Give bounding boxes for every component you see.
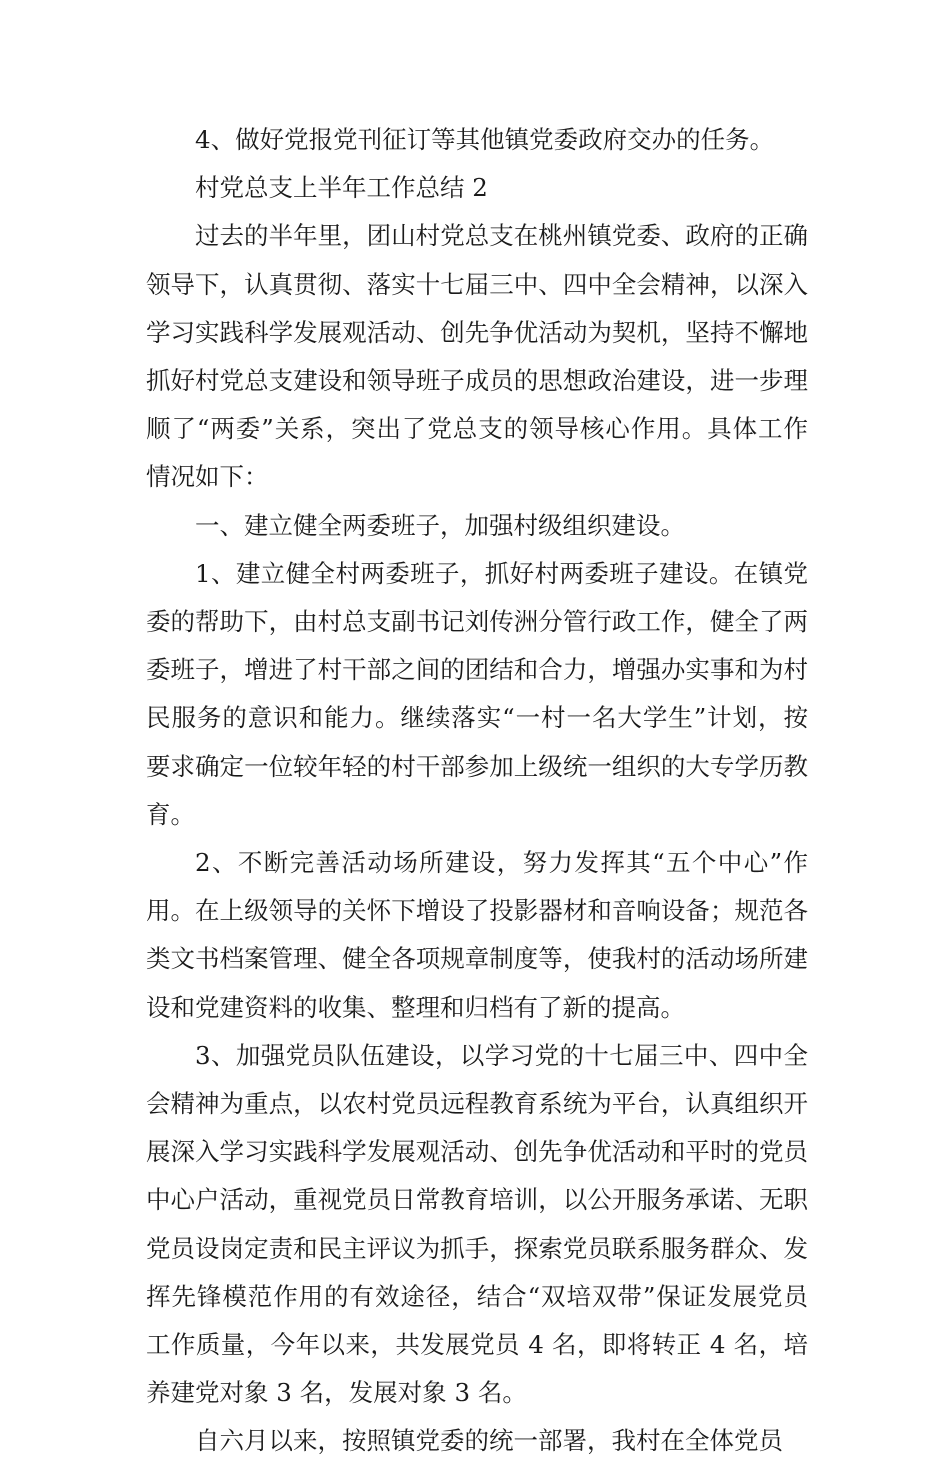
paragraph-task-4: 4、做好党报党刊征订等其他镇党委政府交办的任务。 — [195, 125, 775, 154]
paragraph-continuation: 自六月以来，按照镇党委的统一部署，我村在全体党员 — [195, 1426, 783, 1456]
paragraph-item-3: 3、加强党员队伍建设，以学习党的十七届三中、四中全会精神为重点，以农村党员远程教育系统为平台，认真组织开展深入学习实践科学发展观活动、创先争优活动和平时的党员中心户活动，重视党员日常教育培训，以公开服务承诺、无职党员设岗定责和民主评议为抓手，探索党员联系服务群众、发挥先锋模范作用的有效途径，结合“双培双带”保证发展党员工作质量，今年以来，共发展党员 4 名，即将转正 4 名，培养建党对象 3 名，发展对象 3 名。 — [146, 1040, 808, 1408]
document-page — [146, 116, 808, 1466]
paragraph-item-2: 2、不断完善活动场所建设，努力发挥其“五个中心”作用。在上级领导的关怀下增设了投影器材和音响设备；规范各类文书档案管理、健全各项规章制度等，使我村的活动场所建设和党建资料的收集、整理和归档有了新的提高。 — [146, 848, 808, 1022]
section-title: 村党总支上半年工作总结 2 — [195, 173, 488, 203]
paragraph-intro: 过去的半年里，团山村党总支在桃州镇党委、政府的正确领导下，认真贯彻、落实十七届三中、四中全会精神，以深入学习实践科学发展观活动、创先争优活动为契机，坚持不懈地抓好村党总支建设和领导班子成员的思想政治建设，进一步理顺了“两委”关系，突出了党总支的领导核心作用。具体工作情况如下： — [146, 221, 808, 492]
section-heading-1: 一、建立健全两委班子，加强村级组织建设。 — [195, 510, 685, 540]
paragraph-item-1: 1、建立健全村两委班子，抓好村两委班子建设。在镇党委的帮助下，由村总支副书记刘传洲分管行政工作，健全了两委班子，增进了村干部之间的团结和合力，增强办实事和为村民服务的意识和能力。继续落实“一村一名大学生”计划，按要求确定一位较年轻的村干部参加上级统一组织的大专学历教育。 — [146, 558, 808, 829]
